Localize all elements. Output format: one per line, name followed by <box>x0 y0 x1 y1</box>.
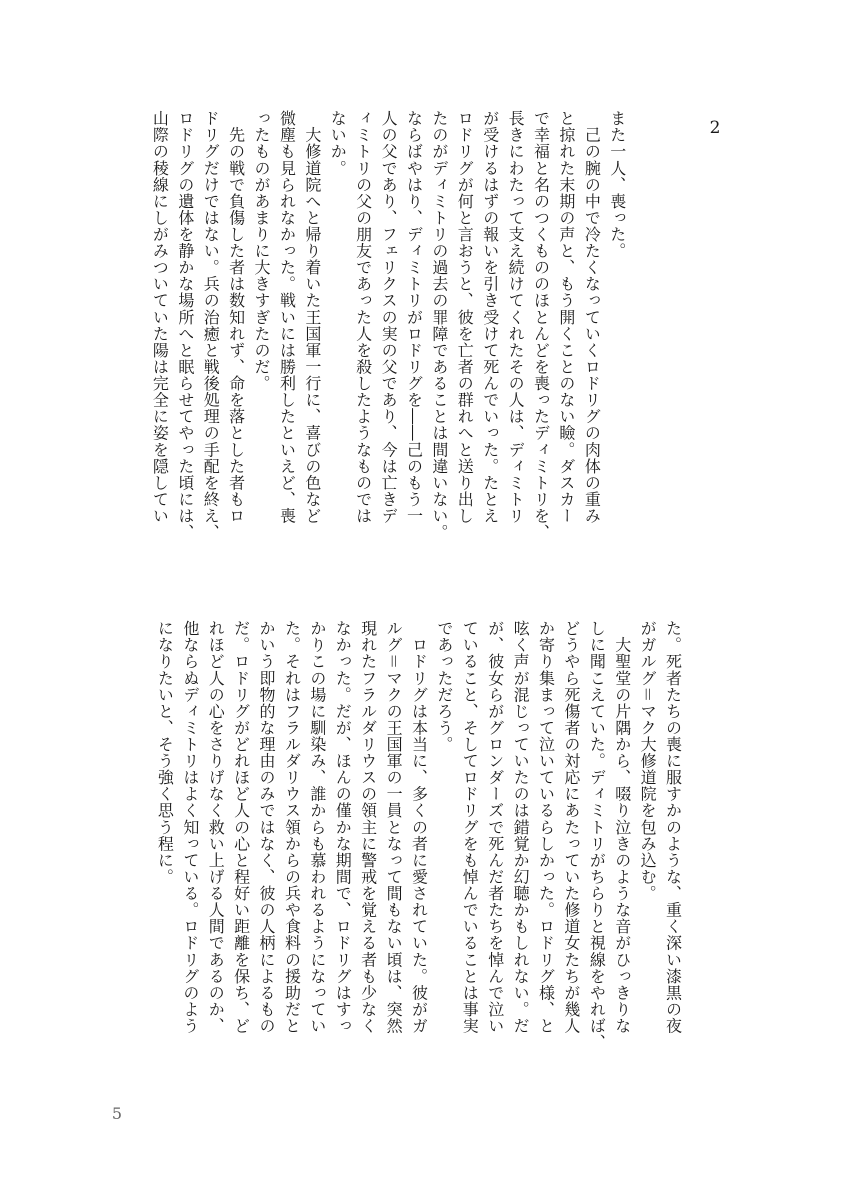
upper-text-block <box>147 110 630 605</box>
text-column: 己の腕の中で冷たくなっていくロドリグの肉体の重み <box>582 110 602 524</box>
text-column: 呟く声が混じっていたのは錯覚か幻聴かもしれない。だ <box>511 620 531 1034</box>
text-column: ロドリグは本当に、多くの者に愛されていた。彼がガ <box>409 620 429 1034</box>
text-column: ルグ＝マクの王国軍の一員となって間もない頃は、突然 <box>384 620 404 1034</box>
text-column: ていること、そしてロドリグをも悼んでいることは事実 <box>460 620 480 1034</box>
text-column: と掠れた末期の声と、もう開くことのない瞼。ダスカー <box>556 110 576 524</box>
text-column: 長きにわたって支え続けてくれたその人は、ディミトリ <box>506 110 526 524</box>
text-column: になりたいと、そう強く思う程に。 <box>155 620 175 885</box>
text-column: 大聖堂の片隅から、啜り泣きのような音がひっきりな <box>612 620 632 1034</box>
text-column: また一人、喪った。 <box>607 110 627 260</box>
text-column: たのがディミトリの過去の罪障であることは間違いない。 <box>429 110 449 541</box>
text-column: ないか。 <box>328 110 348 177</box>
text-column: た。死者たちの喪に服すかのような、重く深い漆黒の夜 <box>663 620 683 1034</box>
text-column: だ。ロドリグがどれほど人の心と程好い距離を保ち、ど <box>231 620 251 1034</box>
text-column: であっただろう。 <box>434 620 454 753</box>
text-column: 人の父であり、フェリクスの実の父であり、今は亡きデ <box>379 110 399 524</box>
text-column: なかった。だが、ほんの僅かな期間で、ロドリグはすっ <box>333 620 353 1034</box>
text-column: 微塵も見られなかった。戦いには勝利したといえど、喪 <box>277 110 297 524</box>
text-column: 先の戦で負傷した者は数知れず、命を落とした者もロ <box>226 110 246 524</box>
text-column: ドリグだけではない。兵の治癒と戦後処理の手配を終え、 <box>201 110 221 541</box>
text-column: 他ならぬディミトリはよく知っている。ロドリグのよう <box>180 620 200 1034</box>
text-column: 現れたフラルダリウスの領主に警戒を覚える者も少なく <box>358 620 378 1034</box>
text-column: ったものがあまりに大きすぎたのだ。 <box>252 110 272 392</box>
text-column: ロドリグが何と言おうと、彼を亡者の群れへと送り出し <box>455 110 475 524</box>
text-column: れほど人の心をさりげなく救い上げる人間であるのか、 <box>206 620 226 1034</box>
text-column: しに聞こえていた。ディミトリがちらりと視線をやれば、 <box>587 620 607 1051</box>
text-column: が、彼女らがグロンダーズで死んだ者たちを悼んで泣い <box>485 620 505 1034</box>
text-column: 大修道院へと帰り着いた王国軍一行に、喜びの色など <box>302 110 322 524</box>
text-column: ならばやはり、ディミトリがロドリグを――己のもう一 <box>404 110 424 524</box>
text-column: か寄り集まって泣いているらしかった。ロドリグ様、と <box>536 620 556 1034</box>
text-column: で幸福と名のつくもののほとんどを喪ったディミトリを、 <box>531 110 551 541</box>
text-column: かりこの場に馴染み、誰からも慕われるようになってい <box>307 620 327 1034</box>
text-column: 山際の稜線にしがみついていた陽は完全に姿を隠してい <box>150 110 170 524</box>
text-column: ィミトリの父の朋友であった人を殺したようなものでは <box>353 110 373 524</box>
text-column: た。それはフラルダリウス領からの兵や食料の援助だと <box>282 620 302 1034</box>
text-column: どうやら死傷者の対応にあたっていた修道女たちが幾人 <box>561 620 581 1034</box>
text-column: かいう即物的な理由のみではなく、彼の人柄によるもの <box>257 620 277 1034</box>
chapter-number: 2 <box>709 118 721 138</box>
text-column: が受けるはずの報いを引き受けて死んでいった。たとえ <box>480 110 500 524</box>
text-column: がガルグ＝マク大修道院を包み込む。 <box>638 620 658 902</box>
page-number: 5 <box>111 1104 123 1123</box>
text-column: ロドリグの遺体を静かな場所へと眠らせてやった頃には、 <box>175 110 195 541</box>
lower-text-block <box>152 620 686 1115</box>
